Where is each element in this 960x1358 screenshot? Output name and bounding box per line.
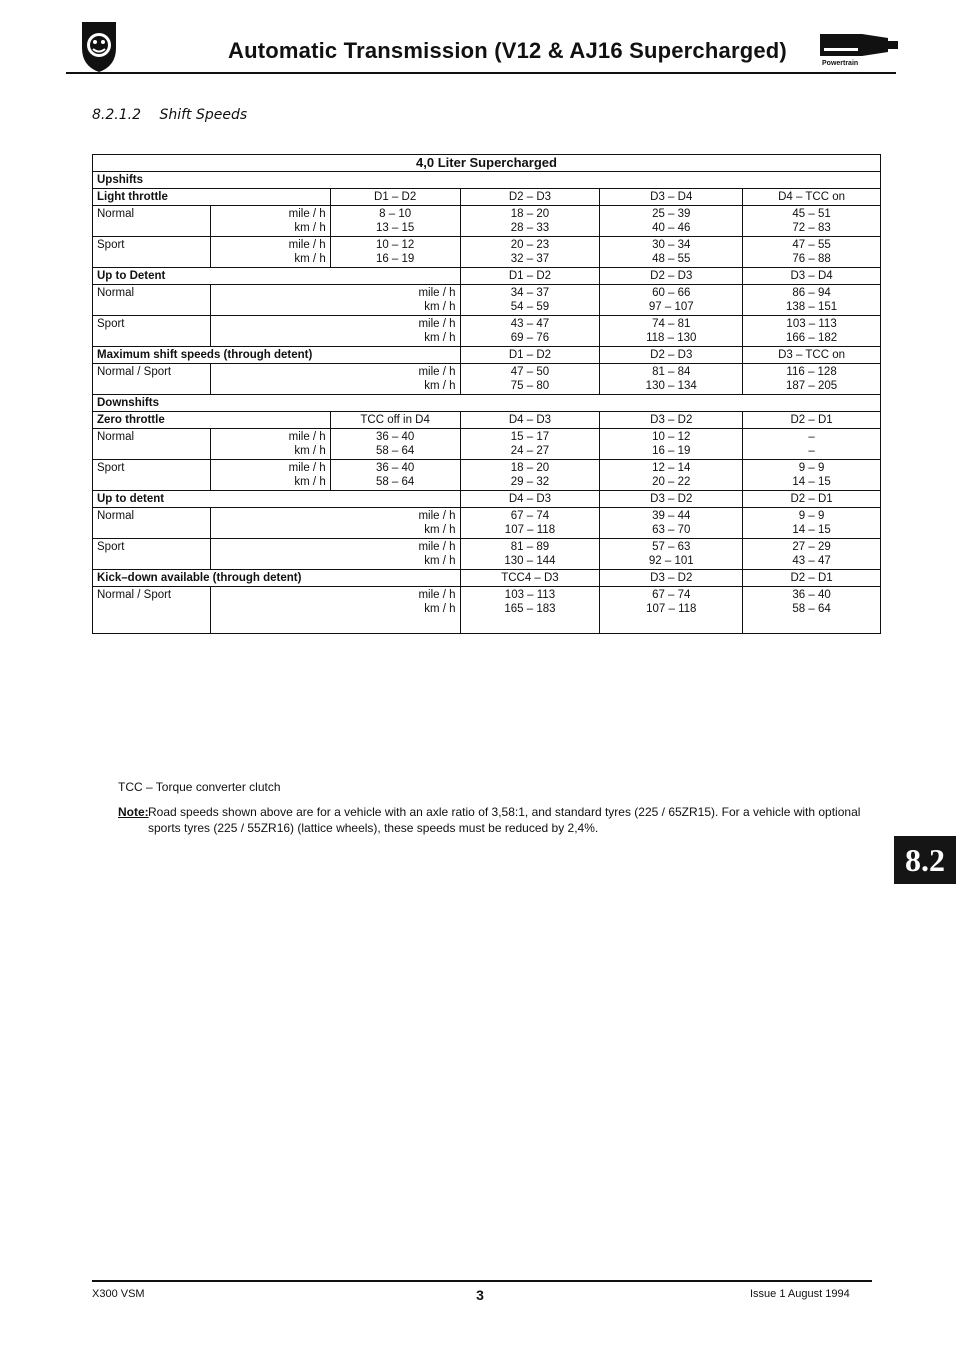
row-label: Normal: [93, 285, 211, 316]
section-number: 8.2.1.2: [92, 107, 141, 123]
value-cell: 9 – 9 14 – 15: [743, 460, 881, 491]
value-cell: 18 – 20 28 – 33: [460, 206, 600, 237]
column-header: D3 – D4: [743, 268, 881, 285]
value-cell: 116 – 128 187 – 205: [743, 364, 881, 395]
row-label: Light throttle: [93, 189, 331, 206]
note-label: Note:: [118, 805, 149, 819]
value-cell: – –: [743, 429, 881, 460]
column-header: D3 – D2: [600, 491, 743, 508]
value-cell: 81 – 89 130 – 144: [460, 539, 600, 570]
column-header: D3 – TCC on: [743, 347, 881, 364]
row-label: Normal / Sport: [93, 364, 211, 395]
row-label: Sport: [93, 237, 211, 268]
unit-cell: mile / h km / h: [210, 460, 330, 491]
value-cell: 60 – 66 97 – 107: [600, 285, 743, 316]
value-cell: 45 – 51 72 – 83: [743, 206, 881, 237]
value-cell: 39 – 44 63 – 70: [600, 508, 743, 539]
value-cell: 81 – 84 130 – 134: [600, 364, 743, 395]
column-header: D1 – D2: [330, 189, 460, 206]
value-cell: 18 – 20 29 – 32: [460, 460, 600, 491]
row-label: Maximum shift speeds (through detent): [93, 347, 461, 364]
table-row: [93, 268, 881, 285]
table-row: [93, 508, 881, 539]
table-row: [93, 189, 881, 206]
table-row: [93, 237, 881, 268]
value-cell: 67 – 74 107 – 118: [600, 587, 743, 634]
column-header: D2 – D1: [743, 491, 881, 508]
footer-issue: Issue 1 August 1994: [750, 1288, 850, 1300]
column-header: D1 – D2: [460, 347, 600, 364]
table-row: [93, 206, 881, 237]
table-row: [93, 316, 881, 347]
footer-manual: X300 VSM: [92, 1288, 145, 1300]
column-header: D2 – D3: [600, 268, 743, 285]
value-cell: 86 – 94 138 – 151: [743, 285, 881, 316]
header-rule: [66, 72, 896, 74]
row-label: Kick–down available (through detent): [93, 570, 461, 587]
value-cell: 103 – 113 165 – 183: [460, 587, 600, 634]
table-row: [93, 539, 881, 570]
column-header: D1 – D2: [460, 268, 600, 285]
column-header: TCC4 – D3: [460, 570, 600, 587]
section-title: Shift Speeds: [159, 107, 248, 123]
unit-cell: mile / h km / h: [210, 206, 330, 237]
tcc-footnote: TCC – Torque converter clutch: [118, 780, 281, 794]
shift-speeds-table: [92, 154, 881, 634]
value-cell: 10 – 12 16 – 19: [600, 429, 743, 460]
value-cell: 43 – 47 69 – 76: [460, 316, 600, 347]
powertrain-icon: [818, 28, 908, 60]
value-cell: 47 – 50 75 – 80: [460, 364, 600, 395]
note-paragraph: [118, 804, 878, 836]
unit-cell: mile / h km / h: [210, 508, 460, 539]
value-cell: 67 – 74 107 – 118: [460, 508, 600, 539]
column-header: D4 – D3: [460, 412, 600, 429]
table-row: [93, 429, 881, 460]
table-row: [93, 491, 881, 508]
row-label: Normal: [93, 429, 211, 460]
column-header: D3 – D4: [600, 189, 743, 206]
footer-rule: [92, 1280, 872, 1282]
unit-cell: mile / h km / h: [210, 316, 460, 347]
column-header: D4 – D3: [460, 491, 600, 508]
value-cell: 20 – 23 32 – 37: [460, 237, 600, 268]
table-row: [93, 364, 881, 395]
value-cell: 9 – 9 14 – 15: [743, 508, 881, 539]
column-header: D2 – D1: [743, 570, 881, 587]
column-header: D4 – TCC on: [743, 189, 881, 206]
unit-cell: mile / h km / h: [210, 285, 460, 316]
row-label: Normal / Sport: [93, 587, 211, 634]
upshifts-heading: Upshifts: [93, 172, 881, 189]
table-row: [93, 587, 881, 634]
column-header: D2 – D3: [460, 189, 600, 206]
downshifts-heading: Downshifts: [93, 395, 881, 412]
column-header: TCC off in D4: [330, 412, 460, 429]
unit-cell: mile / h km / h: [210, 587, 460, 634]
row-label: Sport: [93, 539, 211, 570]
section-heading: [92, 107, 247, 123]
table-caption: 4,0 Liter Supercharged: [93, 155, 881, 172]
table-row: [93, 285, 881, 316]
page-title: Automatic Transmission (V12 & AJ16 Supercharged): [228, 38, 787, 63]
column-header: D3 – D2: [600, 570, 743, 587]
row-label: Sport: [93, 460, 211, 491]
value-cell: 36 – 40 58 – 64: [330, 460, 460, 491]
table-row: [93, 460, 881, 491]
row-label: Normal: [93, 206, 211, 237]
row-label: Sport: [93, 316, 211, 347]
value-cell: 25 – 39 40 – 46: [600, 206, 743, 237]
value-cell: 36 – 40 58 – 64: [743, 587, 881, 634]
value-cell: 15 – 17 24 – 27: [460, 429, 600, 460]
column-header: D2 – D1: [743, 412, 881, 429]
value-cell: 12 – 14 20 – 22: [600, 460, 743, 491]
table-row: [93, 347, 881, 364]
value-cell: 47 – 55 76 – 88: [743, 237, 881, 268]
unit-cell: mile / h km / h: [210, 237, 330, 268]
value-cell: 30 – 34 48 – 55: [600, 237, 743, 268]
row-label: Up to detent: [93, 491, 461, 508]
value-cell: 27 – 29 43 – 47: [743, 539, 881, 570]
value-cell: 10 – 12 16 – 19: [330, 237, 460, 268]
powertrain-label: Powertrain: [822, 60, 859, 67]
value-cell: 36 – 40 58 – 64: [330, 429, 460, 460]
table-row: [93, 570, 881, 587]
row-label: Normal: [93, 508, 211, 539]
note-text: Road speeds shown above are for a vehicle with an axle ratio of 3,58:1, and standard tyres (225 / 65ZR15). For a vehicle with optional sports tyres (225 / 55ZR16) (lattice wheels), these speeds must be reduced by 2,4%.: [148, 805, 861, 835]
row-label: Zero throttle: [93, 412, 331, 429]
value-cell: 57 – 63 92 – 101: [600, 539, 743, 570]
value-cell: 34 – 37 54 – 59: [460, 285, 600, 316]
value-cell: 74 – 81 118 – 130: [600, 316, 743, 347]
page-number: 3: [476, 1287, 484, 1303]
column-header: D2 – D3: [600, 347, 743, 364]
unit-cell: mile / h km / h: [210, 539, 460, 570]
column-header: D3 – D2: [600, 412, 743, 429]
unit-cell: mile / h km / h: [210, 364, 460, 395]
row-label: Up to Detent: [93, 268, 461, 285]
value-cell: 103 – 113 166 – 182: [743, 316, 881, 347]
unit-cell: mile / h km / h: [210, 429, 330, 460]
table-row: [93, 412, 881, 429]
value-cell: 8 – 10 13 – 15: [330, 206, 460, 237]
section-tab: 8.2: [894, 836, 956, 884]
jaguar-logo-icon: [78, 18, 120, 74]
